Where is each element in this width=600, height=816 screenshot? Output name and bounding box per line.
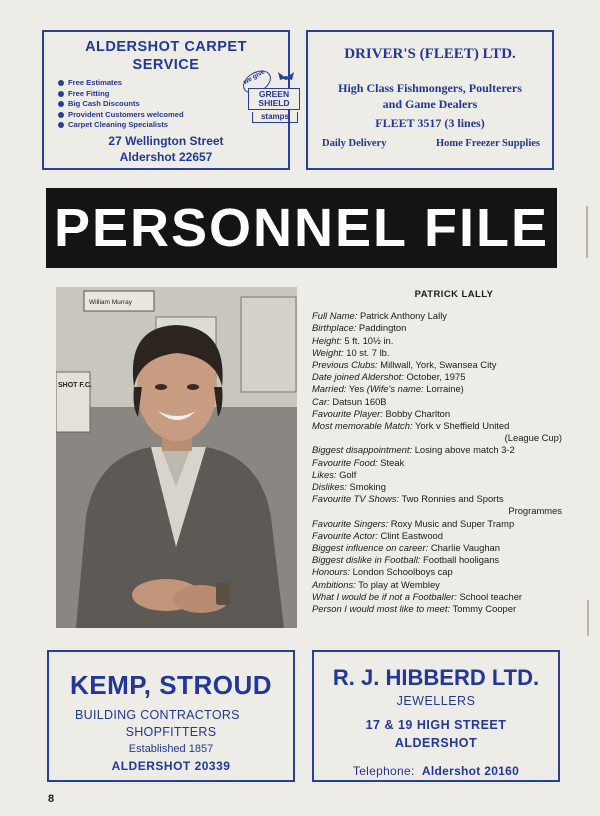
profile-label: Likes: <box>312 468 337 480</box>
profile-extra-value: Lorraine) <box>426 383 464 395</box>
ad-phone <box>314 764 558 778</box>
profile-row <box>312 444 562 456</box>
ad-line1: BUILDING CONTRACTORS <box>75 708 240 722</box>
profile-row <box>312 359 562 371</box>
profile-extra-label: (Wife's name: <box>366 383 424 395</box>
profile-row <box>312 518 562 530</box>
profile-label: Favourite Food: <box>312 456 378 468</box>
list-item: Provident Customers welcomed <box>58 110 184 121</box>
profile-row <box>312 383 562 395</box>
profile-row <box>312 542 562 554</box>
profile-value: Millwall, York, Swansea City <box>380 359 497 371</box>
photo-sign-left: SHOT F.C. <box>58 382 92 389</box>
profile-row <box>312 591 562 603</box>
ad-address <box>44 133 288 165</box>
subtitle-line1: High Class Fishmongers, Poulterers <box>338 81 522 95</box>
green-shield-stamps-logo <box>240 68 302 132</box>
bow-icon <box>276 70 296 86</box>
address-line1: 27 Wellington Street <box>108 134 224 148</box>
profile-label: Full Name: <box>312 310 358 322</box>
profile-value: Tommy Cooper <box>452 603 517 615</box>
ad-line2: SHOPFITTERS <box>125 725 217 739</box>
ad-footer-left: Daily Delivery <box>322 138 387 149</box>
profile-label: Honours: <box>312 566 351 578</box>
profile-value: Bobby Charlton <box>385 407 451 419</box>
player-portrait-image <box>56 287 297 628</box>
player-profile <box>312 288 562 615</box>
ad-title: R. J. HIBBERD LTD. <box>332 665 540 690</box>
profile-value: Smoking <box>349 481 386 493</box>
profile-label: Biggest influence on career: <box>312 542 429 554</box>
profile-value: Two Ronnies and Sports <box>401 493 504 505</box>
profile-label: Height: <box>312 334 342 346</box>
profile-value: Roxy Music and Super Tramp <box>390 517 515 529</box>
profile-value: 5 ft. 10½ in. <box>344 334 394 346</box>
profile-value: Paddington <box>358 322 407 334</box>
profile-label: Ambitions: <box>312 578 356 590</box>
ad-title: KEMP, STROUD <box>70 670 272 700</box>
ad-aldershot-carpet <box>42 30 290 170</box>
profile-value: Golf <box>339 468 357 480</box>
profile-row <box>312 530 562 542</box>
profile-value: Datsun 160B <box>332 395 387 407</box>
green-shield-label <box>248 88 300 110</box>
stamps-label: stamps <box>252 112 298 123</box>
ad-title <box>44 38 288 74</box>
page-title: PERSONNEL FILE <box>53 198 550 258</box>
profile-row <box>312 396 562 408</box>
profile-row <box>312 493 562 505</box>
page-title-banner <box>46 188 557 268</box>
profile-label: Favourite Player: <box>312 407 383 419</box>
ad-title: DRIVER'S (FLEET) LTD. <box>344 46 516 62</box>
profile-value: London Schoolboys cap <box>352 566 453 578</box>
profile-label: Married: <box>312 383 347 395</box>
player-name: PATRICK LALLY <box>414 288 494 299</box>
ad-footer-right: Home Freezer Supplies <box>435 138 540 149</box>
ad-line2: 17 & 19 HIGH STREET <box>365 718 507 732</box>
profile-label: Birthplace: <box>312 322 357 334</box>
binding-clip <box>583 600 589 636</box>
page-number: 8 <box>48 793 55 805</box>
profile-row <box>312 371 562 383</box>
profile-row <box>312 579 562 591</box>
profile-label: Most memorable Match: <box>312 420 413 432</box>
photo-sign-top: William Murray <box>89 299 132 306</box>
profile-row <box>312 322 562 334</box>
profile-row <box>312 347 562 359</box>
profile-row <box>312 566 562 578</box>
profile-row <box>312 408 562 420</box>
profile-label: Weight: <box>312 346 344 358</box>
profile-label: Person I would most like to meet: <box>312 603 451 615</box>
address-line2: Aldershot 22657 <box>119 150 213 164</box>
profile-value: October, 1975 <box>406 371 466 383</box>
profile-row <box>312 481 562 493</box>
profile-label: Dislikes: <box>312 481 347 493</box>
profile-list <box>312 310 562 615</box>
phone-value: Aldershot 20160 <box>421 764 520 778</box>
profile-value: Football hooligans <box>423 554 500 566</box>
profile-value: School teacher <box>459 590 523 602</box>
profile-row <box>312 554 562 566</box>
list-item: Big Cash Discounts <box>58 99 184 110</box>
ad-line3: ALDERSHOT <box>394 736 478 750</box>
profile-label: Date joined Aldershot: <box>312 371 404 383</box>
profile-row <box>312 420 562 432</box>
list-item: Free Estimates <box>58 78 184 89</box>
ad-drivers-fleet <box>306 30 554 170</box>
profile-value: Clint Eastwood <box>380 529 443 541</box>
profile-continuation: Programmes <box>508 505 562 517</box>
player-photo <box>56 287 297 628</box>
profile-value: To play at Wembley <box>358 578 440 590</box>
list-item: Carpet Cleaning Specialists <box>58 120 184 131</box>
profile-value: Losing above match 3-2 <box>414 444 515 456</box>
profile-label: Biggest disappointment: <box>312 444 413 456</box>
profile-row <box>312 457 562 469</box>
profile-label: What I would be if not a Footballer: <box>312 590 457 602</box>
profile-value: York v Sheffield United <box>415 420 510 432</box>
profile-row <box>312 469 562 481</box>
profile-row <box>312 335 562 347</box>
ad-line3: Established 1857 <box>128 743 214 755</box>
ad-title-line2: SERVICE <box>132 57 200 73</box>
green-label: GREEN <box>258 89 290 99</box>
ad-title-line1: ALDERSHOT CARPET <box>85 39 247 55</box>
ad-phone: ALDERSHOT 20339 <box>111 759 231 773</box>
ad-kemp-stroud <box>47 650 295 782</box>
phone-label: Telephone: <box>352 764 415 778</box>
profile-label: Car: <box>312 395 330 407</box>
binding-clip <box>582 206 588 258</box>
profile-continuation: (League Cup) <box>504 432 562 444</box>
ad-hibberd <box>312 650 560 782</box>
profile-label: Biggest dislike in Football: <box>312 554 421 566</box>
profile-value: Steak <box>380 456 405 468</box>
profile-label: Previous Clubs: <box>312 359 378 371</box>
ad-subtitle <box>308 80 552 112</box>
ad-phone: FLEET 3517 (3 lines) <box>375 116 485 130</box>
shield-label: SHIELD <box>258 98 290 108</box>
profile-label: Favourite Actor: <box>312 529 378 541</box>
profile-value: Charlie Vaughan <box>430 542 500 554</box>
profile-value: Patrick Anthony Lally <box>359 310 447 322</box>
list-item: Free Fitting <box>58 89 184 100</box>
profile-value: 10 st. 7 lb. <box>346 346 390 358</box>
profile-row <box>312 310 562 322</box>
profile-row <box>312 603 562 615</box>
ad-line1: JEWELLERS <box>396 694 476 708</box>
profile-label: Favourite TV Shows: <box>312 493 400 505</box>
profile-value: Yes <box>348 383 365 395</box>
we-give-label: we give <box>239 66 275 98</box>
profile-label: Favourite Singers: <box>312 517 389 529</box>
bullet-list <box>58 78 184 131</box>
subtitle-line2: and Game Dealers <box>382 97 478 111</box>
